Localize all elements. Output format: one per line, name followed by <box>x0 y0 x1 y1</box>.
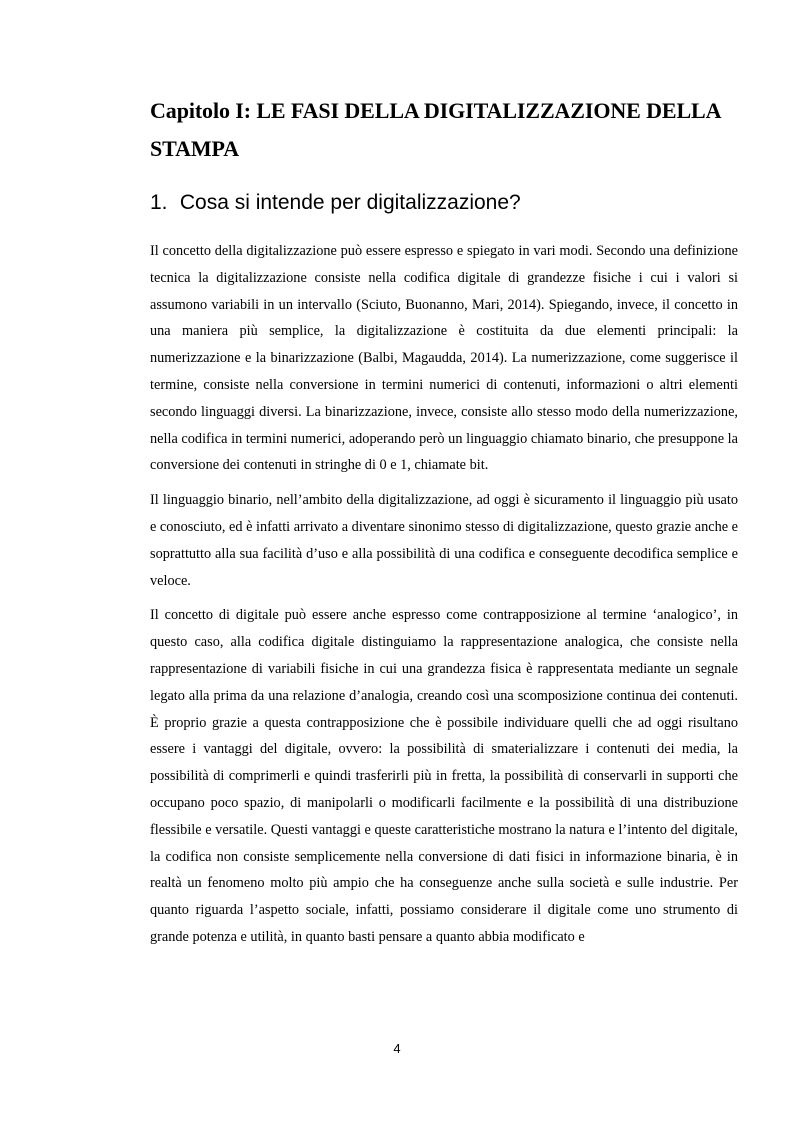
body-paragraph-3: Il concetto di digitale può essere anche espresso come contrapposizione al termine ‘analogico’, in questo caso, alla codifica digitale distinguiamo la rappresentazione analogica, che consiste nella rappresentazione di variabili fisiche in cui una grandezza fisica è rappresentata mediante un segnale legato alla prima da una relazione d’analogia, creando così una scomposizione continua dei contenuti. È proprio grazie a questa contrapposizione che è possibile individuare quelli che ad oggi risultano essere i vantaggi del digitale, ovvero: la possibilità di smaterializzare i contenuti dei media, la possibilità di comprimerli e quindi trasferirli più in fretta, la possibilità di conservarli in supporti che occupano poco spazio, di manipolarli o modificarli facilmente e la possibilità di una distribuzione flessibile e versatile. Questi vantaggi e queste caratteristiche mostrano la natura e l’intento del digitale, la codifica non consiste semplicemente nella conversione di dati fisici in informazione binaria, è in realtà un fenomeno molto più ampio che ha conseguenze anche sulla società e sulle industrie. Per quanto riguarda l’aspetto sociale, infatti, possiamo considerare il digitale come uno strumento di grande potenza e utilità, in quanto basti pensare a quanto abbia modificato e <box>150 607 738 945</box>
chapter-title: Capitolo I: LE FASI DELLA DIGITALIZZAZIONE DELLA STAMPA <box>150 98 721 161</box>
section-heading <box>150 188 738 218</box>
page-number: 4 <box>393 1041 401 1056</box>
document-page <box>150 92 738 959</box>
section-number: 1. <box>150 191 168 214</box>
body-paragraph-1: Il concetto della digitalizzazione può essere espresso e spiegato in vari modi. Secondo una definizione tecnica la digitalizzazione consiste nella codifica digitale di grandezze fisiche i cui i valori si assumono variabili in un intervallo (Sciuto, Buonanno, Mari, 2014). Spiegando, invece, il concetto in una maniera più semplice, la digitalizzazione è costituita da due elementi principali: la numerizzazione e la binarizzazione (Balbi, Magaudda, 2014). La numerizzazione, come suggerisce il termine, consiste nella conversione in termini numerici di contenuti, informazioni o altri elementi secondo linguaggi diversi. La binarizzazione, invece, consiste allo stesso modo della numerizzazione, nella codifica in termini numerici, adoperando però un linguaggio chiamato binario, che presuppone la conversione dei contenuti in stringhe di 0 e 1, chiamate bit. <box>150 243 738 474</box>
section-title: Cosa si intende per digitalizzazione? <box>179 191 521 214</box>
body-paragraph-2: Il linguaggio binario, nell’ambito della digitalizzazione, ad oggi è sicuramento il linguaggio più usato e conosciuto, ed è infatti arrivato a diventare sinonimo stesso di digitalizzazione, questo grazie anche e soprattutto alla sua facilità d’uso e alla possibilità di una codifica e conseguente decodifica semplice e veloce. <box>150 492 738 589</box>
